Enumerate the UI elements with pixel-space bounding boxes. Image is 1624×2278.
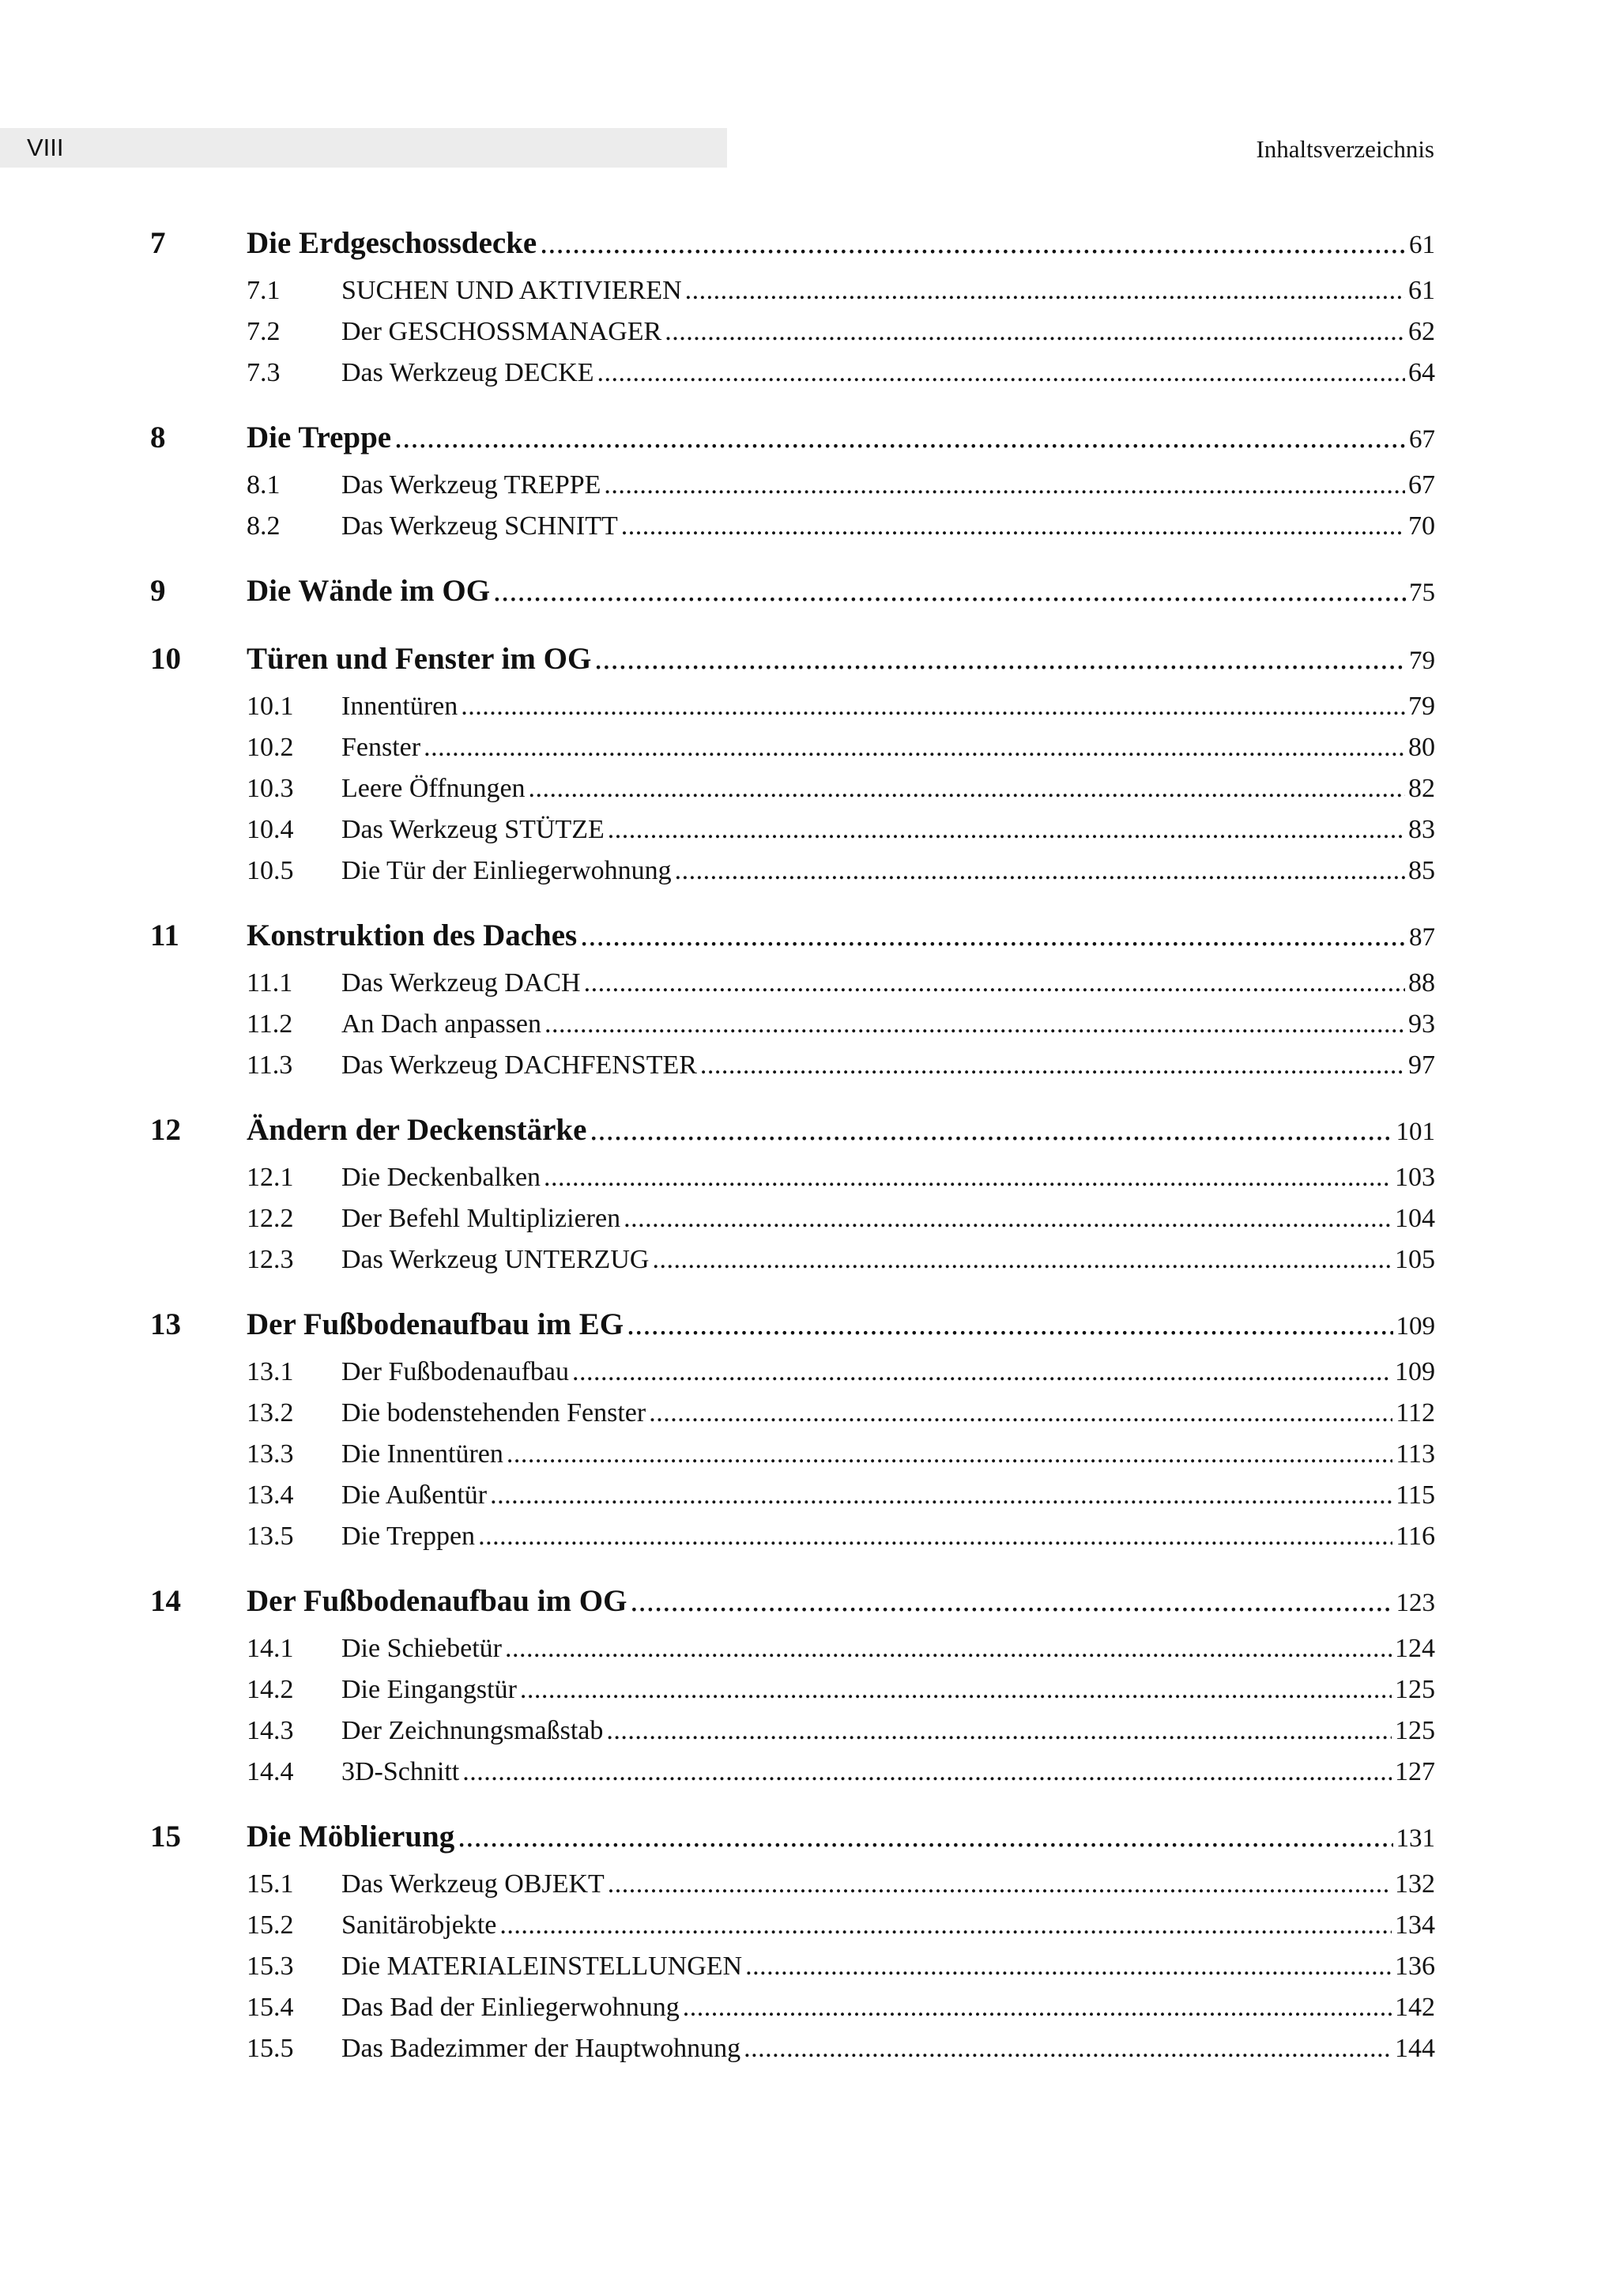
toc-chapter-entry[interactable] (150, 639, 1435, 680)
dot-leader (597, 353, 1405, 394)
section-number: 10.5 (247, 856, 294, 885)
section-number: 15.2 (247, 1910, 294, 1940)
dot-leader (630, 1581, 1392, 1622)
dot-leader (608, 809, 1405, 850)
dot-leader (424, 727, 1405, 768)
chapter-number: 15 (150, 1820, 181, 1854)
section-page-number: 142 (1395, 1993, 1435, 2022)
section-title: Das Werkzeug SCHNITT (341, 511, 618, 541)
dot-leader (683, 1987, 1392, 2028)
chapter-title: Die Treppe (247, 421, 392, 454)
dot-leader (507, 1434, 1392, 1475)
dot-leader (624, 1198, 1392, 1239)
toc-section-entry[interactable] (150, 1239, 1435, 1280)
toc-section-entry[interactable] (150, 311, 1435, 353)
dot-leader (462, 1752, 1392, 1793)
section-title: Die bodenstehenden Fenster (341, 1398, 646, 1428)
dot-leader (745, 1946, 1392, 1987)
dot-leader (649, 1393, 1392, 1434)
section-number: 11.2 (247, 1009, 293, 1039)
dot-leader (744, 2028, 1392, 2069)
dot-leader (621, 506, 1405, 547)
section-number: 15.4 (247, 1993, 294, 2022)
chapter-page-number: 109 (1396, 1312, 1435, 1341)
section-list (150, 680, 1435, 892)
section-number: 11.1 (247, 968, 293, 998)
toc-section-entry[interactable] (150, 1669, 1435, 1710)
chapter-page-number: 101 (1396, 1118, 1435, 1146)
dot-leader (544, 1157, 1392, 1198)
table-of-contents (150, 223, 1435, 2069)
section-number: 14.1 (247, 1634, 294, 1663)
section-number: 13.1 (247, 1357, 294, 1386)
section-title: Das Werkzeug DACHFENSTER (341, 1050, 697, 1080)
dot-leader (627, 1304, 1392, 1345)
section-title: Der Befehl Multiplizieren (341, 1204, 621, 1233)
chapter-page-number: 67 (1409, 425, 1435, 454)
chapter-page-number: 87 (1409, 923, 1435, 952)
toc-chapter-entry[interactable] (150, 1110, 1435, 1151)
dot-leader (478, 1516, 1392, 1557)
toc-chapter-entry[interactable] (150, 223, 1435, 264)
toc-chapter (150, 571, 1435, 612)
chapter-number: 10 (150, 642, 181, 676)
section-number: 7.1 (247, 276, 281, 305)
section-number: 8.2 (247, 511, 281, 541)
toc-section-entry[interactable] (150, 809, 1435, 850)
section-page-number: 116 (1396, 1522, 1435, 1551)
dot-leader (590, 1110, 1392, 1151)
dot-leader (540, 223, 1406, 264)
section-number: 10.2 (247, 733, 294, 762)
toc-section-entry[interactable] (150, 1004, 1435, 1045)
toc-chapter-entry[interactable] (150, 1816, 1435, 1857)
toc-section-entry[interactable] (150, 2028, 1435, 2069)
chapter-number: 13 (150, 1307, 181, 1341)
section-page-number: 104 (1395, 1204, 1435, 1233)
dot-leader (520, 1669, 1392, 1710)
dot-leader (608, 1864, 1392, 1905)
section-title: Fenster (341, 733, 421, 762)
toc-section-entry[interactable] (150, 1628, 1435, 1669)
toc-section-entry[interactable] (150, 353, 1435, 394)
section-title: Die Innentüren (341, 1439, 503, 1469)
section-number: 12.3 (247, 1245, 294, 1274)
toc-chapter (150, 1110, 1435, 1280)
chapter-title: Der Fußbodenaufbau im OG (247, 1584, 627, 1618)
section-page-number: 125 (1395, 1716, 1435, 1745)
section-number: 11.3 (247, 1050, 293, 1080)
chapter-title: Die Wände im OG (247, 574, 491, 608)
chapter-number: 12 (150, 1113, 181, 1147)
section-page-number: 136 (1395, 1952, 1435, 1981)
toc-section-entry[interactable] (150, 1434, 1435, 1475)
section-number: 13.2 (247, 1398, 294, 1428)
dot-leader (606, 1710, 1392, 1752)
section-page-number: 61 (1408, 276, 1435, 305)
dot-leader (394, 417, 1406, 458)
section-title: Die Schiebetür (341, 1634, 502, 1663)
section-number: 15.1 (247, 1869, 294, 1899)
section-title: Der GESCHOSSMANAGER (341, 317, 662, 346)
toc-section-entry[interactable] (150, 1475, 1435, 1516)
dot-leader (461, 686, 1405, 727)
toc-section-entry[interactable] (150, 1987, 1435, 2028)
chapter-title: Die Möblierung (247, 1820, 455, 1854)
chapter-page-number: 61 (1409, 231, 1435, 259)
toc-chapter (150, 223, 1435, 394)
toc-section-entry[interactable] (150, 270, 1435, 311)
section-number: 8.1 (247, 470, 281, 500)
section-title: Das Werkzeug DACH (341, 968, 581, 998)
section-number: 15.3 (247, 1952, 294, 1981)
dot-leader (544, 1004, 1405, 1045)
section-title: Die Außentür (341, 1480, 488, 1510)
section-number: 14.3 (247, 1716, 294, 1745)
section-title: Das Werkzeug STÜTZE (341, 815, 605, 844)
section-title: SUCHEN UND AKTIVIEREN (341, 276, 682, 305)
toc-section-entry[interactable] (150, 1198, 1435, 1239)
section-title: Das Werkzeug TREPPE (341, 470, 601, 500)
toc-chapter-entry[interactable] (150, 571, 1435, 612)
toc-section-entry[interactable] (150, 1752, 1435, 1793)
toc-section-entry[interactable] (150, 963, 1435, 1004)
section-number: 15.5 (247, 2034, 294, 2063)
section-title: Innentüren (341, 692, 458, 721)
section-page-number: 132 (1395, 1869, 1435, 1899)
section-number: 13.3 (247, 1439, 294, 1469)
section-page-number: 62 (1408, 317, 1435, 346)
section-page-number: 80 (1408, 733, 1435, 762)
section-title: Das Bad der Einliegerwohnung (341, 1993, 680, 2022)
section-title: An Dach anpassen (341, 1009, 542, 1039)
section-title: Die Treppen (341, 1522, 476, 1551)
section-page-number: 144 (1395, 2034, 1435, 2063)
dot-leader (685, 270, 1405, 311)
chapter-page-number: 131 (1396, 1824, 1435, 1853)
section-title: Der Fußbodenaufbau (341, 1357, 569, 1386)
section-number: 14.4 (247, 1757, 294, 1786)
section-page-number: 97 (1408, 1050, 1435, 1080)
section-page-number: 64 (1408, 358, 1435, 387)
toc-section-entry[interactable] (150, 768, 1435, 809)
section-page-number: 113 (1396, 1439, 1435, 1469)
toc-section-entry[interactable] (150, 686, 1435, 727)
section-title: Das Badezimmer der Hauptwohnung (341, 2034, 741, 2063)
section-title: Das Werkzeug UNTERZUG (341, 1245, 650, 1274)
chapter-number: 9 (150, 574, 166, 608)
chapter-page-number: 123 (1396, 1589, 1435, 1617)
toc-section-entry[interactable] (150, 465, 1435, 506)
toc-chapter-entry[interactable] (150, 417, 1435, 458)
section-number: 13.5 (247, 1522, 294, 1551)
toc-section-entry[interactable] (150, 1710, 1435, 1752)
section-page-number: 82 (1408, 774, 1435, 803)
chapter-page-number: 79 (1409, 647, 1435, 675)
dot-leader (665, 311, 1405, 353)
dot-leader (604, 465, 1405, 506)
section-list (150, 264, 1435, 394)
running-title: Inhaltsverzeichnis (1256, 135, 1434, 163)
dot-leader (505, 1628, 1392, 1669)
section-number: 13.4 (247, 1480, 294, 1510)
chapter-number: 11 (150, 918, 179, 952)
section-page-number: 124 (1395, 1634, 1435, 1663)
section-title: 3D-Schnitt (341, 1757, 460, 1786)
dot-leader (584, 963, 1405, 1004)
dot-leader (675, 850, 1405, 892)
section-page-number: 103 (1395, 1163, 1435, 1192)
toc-section-entry[interactable] (150, 1045, 1435, 1086)
dot-leader (493, 571, 1406, 612)
toc-chapter (150, 1304, 1435, 1557)
section-list (150, 1622, 1435, 1793)
chapter-page-number: 75 (1409, 579, 1435, 607)
toc-section-entry[interactable] (150, 850, 1435, 892)
section-page-number: 85 (1408, 856, 1435, 885)
chapter-title: Der Fußbodenaufbau im EG (247, 1307, 624, 1341)
section-number: 12.1 (247, 1163, 294, 1192)
section-number: 7.3 (247, 358, 281, 387)
section-number: 10.4 (247, 815, 294, 844)
section-title: Leere Öffnungen (341, 774, 526, 803)
section-page-number: 112 (1396, 1398, 1435, 1428)
chapter-title: Türen und Fenster im OG (247, 642, 592, 676)
section-page-number: 105 (1395, 1245, 1435, 1274)
section-list (150, 1857, 1435, 2069)
toc-chapter (150, 639, 1435, 892)
chapter-number: 8 (150, 421, 166, 454)
toc-chapter (150, 1816, 1435, 2069)
dot-leader (594, 639, 1406, 680)
toc-section-entry[interactable] (150, 1157, 1435, 1198)
chapter-number: 14 (150, 1584, 181, 1618)
section-page-number: 134 (1395, 1910, 1435, 1940)
section-number: 14.2 (247, 1675, 294, 1704)
section-title: Die Tür der Einliegerwohnung (341, 856, 672, 885)
section-page-number: 125 (1395, 1675, 1435, 1704)
toc-section-entry[interactable] (150, 1393, 1435, 1434)
dot-leader (458, 1816, 1392, 1857)
section-list (150, 956, 1435, 1086)
chapter-number: 7 (150, 226, 166, 260)
toc-section-entry[interactable] (150, 1946, 1435, 1987)
toc-section-entry[interactable] (150, 1352, 1435, 1393)
section-title: Das Werkzeug DECKE (341, 358, 594, 387)
section-title: Sanitärobjekte (341, 1910, 497, 1940)
toc-section-entry[interactable] (150, 1905, 1435, 1946)
toc-section-entry[interactable] (150, 1516, 1435, 1557)
section-number: 12.2 (247, 1204, 294, 1233)
toc-chapter-entry[interactable] (150, 1581, 1435, 1622)
section-title: Das Werkzeug OBJEKT (341, 1869, 605, 1899)
section-title: Die MATERIALEINSTELLUNGEN (341, 1952, 743, 1981)
section-page-number: 67 (1408, 470, 1435, 500)
toc-chapter-entry[interactable] (150, 915, 1435, 956)
toc-chapter (150, 1581, 1435, 1793)
dot-leader (700, 1045, 1405, 1086)
chapter-title: Die Erdgeschossdecke (247, 226, 537, 260)
section-page-number: 93 (1408, 1009, 1435, 1039)
section-page-number: 83 (1408, 815, 1435, 844)
chapter-title: Ändern der Deckenstärke (247, 1113, 587, 1147)
section-page-number: 70 (1408, 511, 1435, 541)
dot-leader (529, 768, 1405, 809)
dot-leader (499, 1905, 1392, 1946)
section-page-number: 79 (1408, 692, 1435, 721)
section-number: 10.1 (247, 692, 294, 721)
dot-leader (652, 1239, 1392, 1280)
section-number: 10.3 (247, 774, 294, 803)
toc-chapter (150, 915, 1435, 1086)
section-page-number: 115 (1396, 1480, 1435, 1510)
section-page-number: 109 (1395, 1357, 1435, 1386)
dot-leader (580, 915, 1406, 956)
toc-chapter (150, 417, 1435, 547)
toc-chapter-entry[interactable] (150, 1304, 1435, 1345)
section-list (150, 1151, 1435, 1280)
section-title: Der Zeichnungsmaßstab (341, 1716, 604, 1745)
section-list (150, 1345, 1435, 1557)
section-title: Die Eingangstür (341, 1675, 517, 1704)
section-number: 7.2 (247, 317, 281, 346)
toc-section-entry[interactable] (150, 506, 1435, 547)
chapter-title: Konstruktion des Daches (247, 918, 578, 952)
page-number: VIII (27, 134, 64, 161)
header-bar (0, 128, 727, 168)
section-list (150, 458, 1435, 547)
toc-section-entry[interactable] (150, 1864, 1435, 1905)
dot-leader (572, 1352, 1392, 1393)
section-page-number: 88 (1408, 968, 1435, 998)
dot-leader (490, 1475, 1392, 1516)
section-page-number: 127 (1395, 1757, 1435, 1786)
toc-section-entry[interactable] (150, 727, 1435, 768)
section-title: Die Deckenbalken (341, 1163, 541, 1192)
